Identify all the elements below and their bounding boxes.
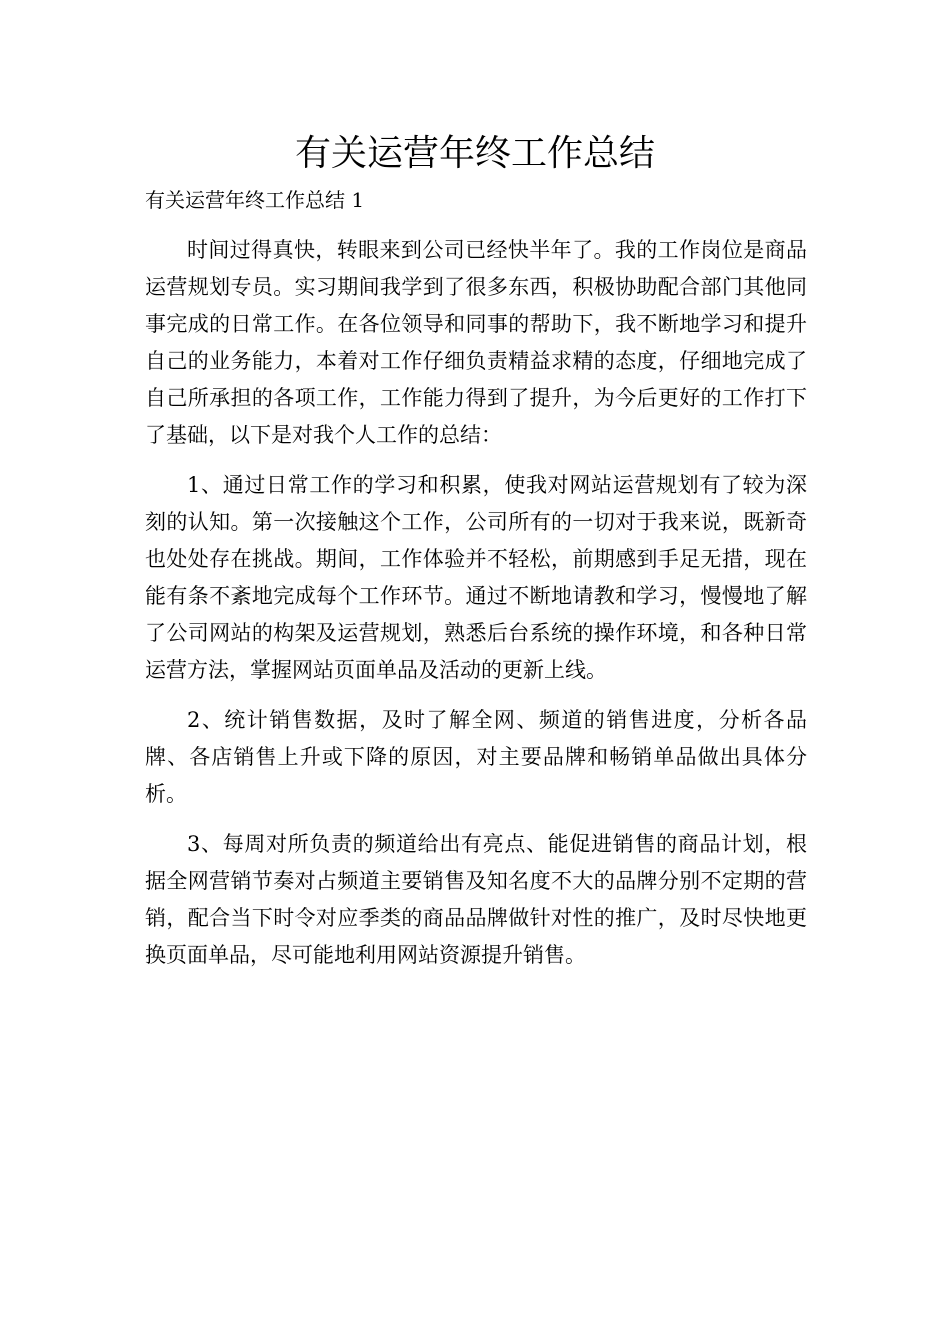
document-subtitle: 有关运营年终工作总结 1 xyxy=(145,188,365,212)
document-title: 有关运营年终工作总结 xyxy=(294,133,655,174)
paragraph-intro: 时间过得真快，转眼来到公司已经快半年了。我的工作岗位是商品运营规划专员。实习期间我学到了很多东西，积极协助配合部门其他同事完成的日常工作。在各位领导和同事的帮助下，我不断地学习和提升自己的业务能力，本着对工作仔细负责精益求精的态度，仔细地完成了自己所承担的各项工作，工作能力得到了提升，为今后更好的工作打下了基础，以下是对我个人工作的总结： xyxy=(145,238,807,447)
paragraph-item-2: 2、统计销售数据，及时了解全网、频道的销售进度，分析各品牌、各店销售上升或下降的原因，对主要品牌和畅销单品做出具体分析。 xyxy=(145,708,807,806)
document-body xyxy=(145,232,807,987)
paragraph-item-3: 3、每周对所负责的频道给出有亮点、能促进销售的商品计划，根据全网营销节奏对占频道主要销售及知名度不大的品牌分别不定期的营销，配合当下时令对应季类的商品品牌做针对性的推广，及时尽快地更换页面单品，尽可能地利用网站资源提升销售。 xyxy=(145,832,807,967)
paragraph-item-1: 1、通过日常工作的学习和积累，使我对网站运营规划有了较为深刻的认知。第一次接触这个工作，公司所有的一切对于我来说，既新奇也处处存在挑战。期间，工作体验并不轻松，前期感到手足无措，现在能有条不紊地完成每个工作环节。通过不断地请教和学习，慢慢地了解了公司网站的构架及运营规划，熟悉后台系统的操作环境，和各种日常运营方法，掌握网站页面单品及活动的更新上线。 xyxy=(145,473,807,682)
